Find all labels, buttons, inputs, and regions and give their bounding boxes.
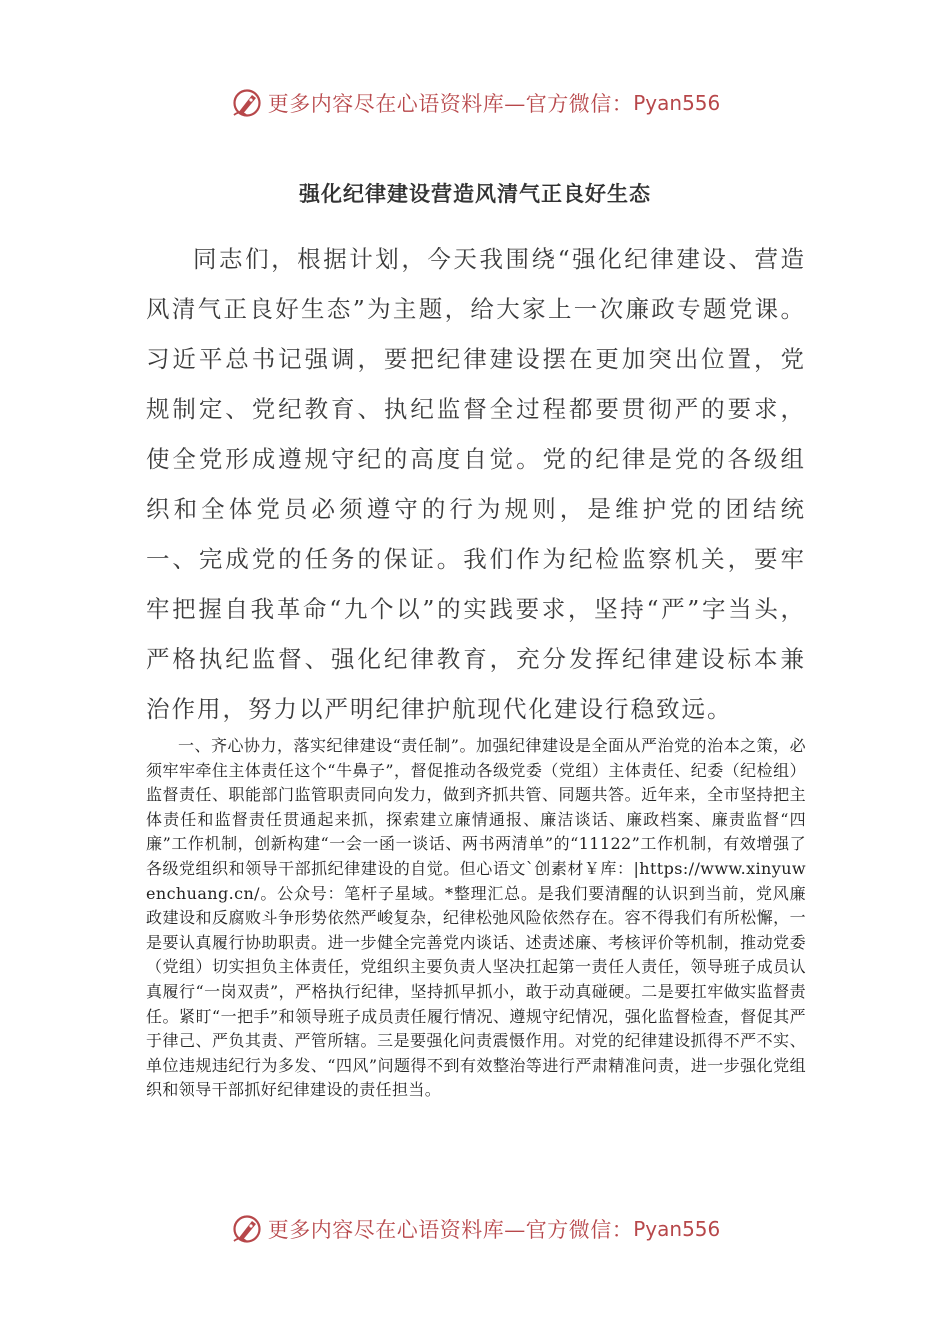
banner-wechat-id: Pyan556 [633, 1217, 721, 1241]
section-paragraph: 一、齐心协力，落实纪律建设“责任制”。加强纪律建设是全面从严治党的治本之策，必须牢牢牵住主体责任这个“牛鼻子”，督促推动各级党委（党组）主体责任、纪委（纪检组）监督责任、职能部门监管职责同向发力，做到齐抓共管、同题共答。近年来，全市坚持把主体责任和监督责任贯通起来抓，探索建立廉情通报、廉洁谈话、廉政档案、廉责监督“四廉”工作机制，创新构建“一会一函一谈话、两书两清单”的“11122”工作机制，有效增强了各级党组织和领导干部抓纪律建设的自觉。但心语文`创素材￥库：|https://www.xinyuwenchuang.cn/。公众号：笔杆子星域。*整理汇总。是我们要清醒的认识到当前，党风廉政建设和反腐败斗争形势依然严峻复杂，纪律松弛风险依然存在。容不得我们有所松懈，一是要认真履行协助职责。进一步健全完善党内谈话、述责述廉、考核评价等机制，推动党委（党组）切实担负主体责任，党组织主要负责人坚决扛起第一责任人责任，领导班子成员认真履行“一岗双责”，严格执行纪律，坚持抓早抓小，敢于动真碰硬。二是要扛牢做实监督责任。紧盯“一把手”和领导班子成员责任履行情况、遵规守纪情况，强化监督检查，督促其严于律己、严负其责、严管所辖。三是要强化问责震慑作用。对党的纪律建设抓得不严不实、单位违规违纪行为多发、“四风”问题得不到有效整治等进行严肃精准问责，进一步强化党组织和领导干部抓好纪律建设的责任担当。 [146, 736, 806, 1100]
footer-banner [0, 1209, 950, 1249]
document-title: 强化纪律建设营造风清气正良好生态 [299, 181, 651, 206]
intro-paragraph: 同志们，根据计划，今天我围绕“强化纪律建设、营造风清气正良好生态”为主题，给大家上一次廉政专题党课。习近平总书记强调，要把纪律建设摆在更加突出位置，党规制定、党纪教育、执纪监督全过程都要贯彻严的要求，使全党形成遵规守纪的高度自觉。党的纪律是党的各级组织和全体党员必须遵守的行为规则，是维护党的团结统一、完成党的任务的保证。我们作为纪检监察机关，要牢牢把握自我革命“九个以”的实践要求，坚持“严”字当头，严格执纪监督、强化纪律教育，充分发挥纪律建设标本兼治作用，努力以严明纪律护航现代化建设行稳致远。 [146, 245, 806, 723]
banner-slogan: 更多内容尽在心语资料库—官方微信： [267, 92, 634, 116]
banner-wechat-id: Pyan556 [633, 91, 721, 115]
banner-slogan: 更多内容尽在心语资料库—官方微信： [267, 1218, 634, 1242]
header-banner [0, 83, 950, 123]
pen-nib-logo-icon [230, 86, 264, 120]
pen-nib-logo-icon [230, 1212, 264, 1246]
